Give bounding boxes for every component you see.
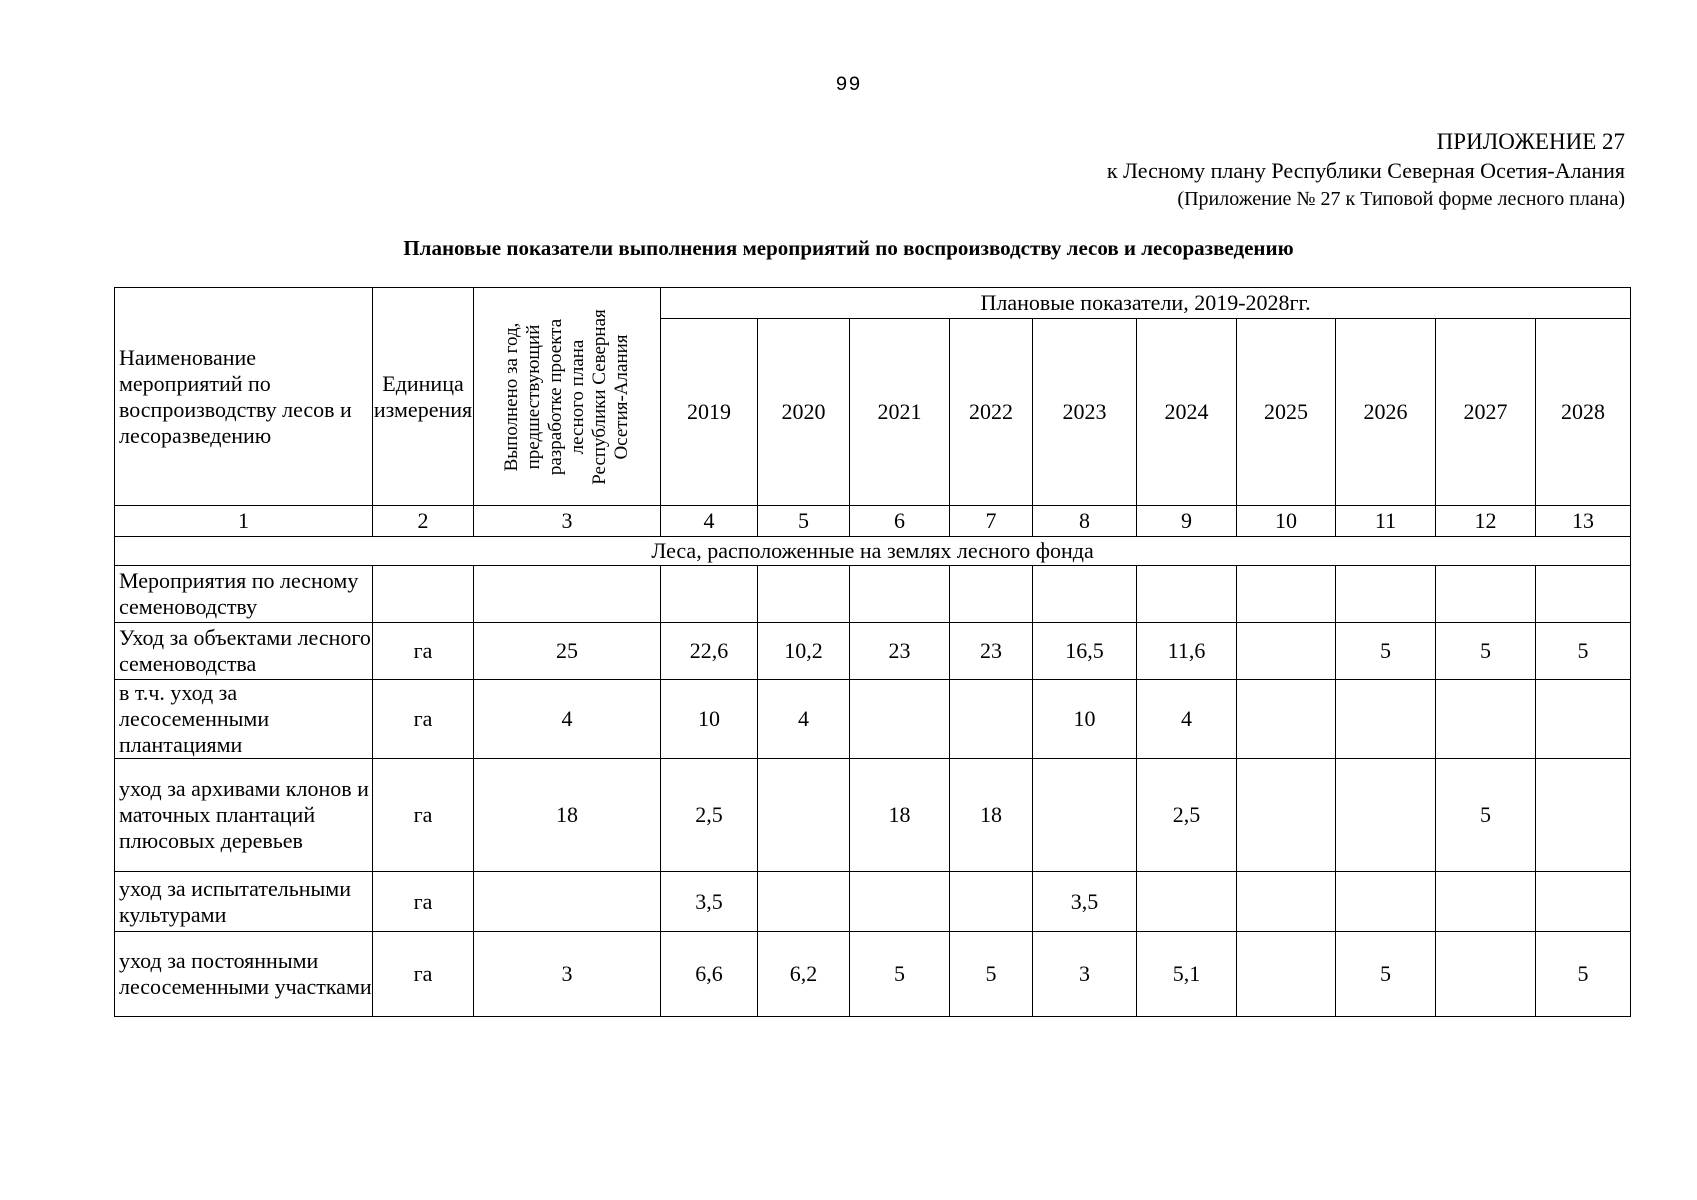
row-name: в т.ч. уход за лесосеменными плантациями bbox=[115, 680, 373, 759]
row-value bbox=[1237, 623, 1336, 680]
row-value: 4 bbox=[1137, 680, 1237, 759]
section-row bbox=[115, 537, 1631, 566]
header-year: 2022 bbox=[950, 319, 1033, 506]
row-value: 3 bbox=[1033, 932, 1137, 1017]
row-value bbox=[950, 680, 1033, 759]
row-value bbox=[1237, 680, 1336, 759]
row-value: 5 bbox=[1336, 932, 1436, 1017]
row-value: 5 bbox=[1536, 932, 1631, 1017]
row-value bbox=[1436, 566, 1536, 623]
row-value bbox=[1536, 566, 1631, 623]
column-number: 2 bbox=[373, 506, 474, 537]
table-row bbox=[115, 566, 1631, 623]
row-name: уход за архивами клонов и маточных плантаций плюсовых деревьев bbox=[115, 759, 373, 872]
row-done: 25 bbox=[474, 623, 661, 680]
column-number: 3 bbox=[474, 506, 661, 537]
row-done bbox=[474, 872, 661, 932]
row-value bbox=[1033, 566, 1137, 623]
row-value bbox=[1033, 759, 1137, 872]
row-value: 16,5 bbox=[1033, 623, 1137, 680]
row-value bbox=[1436, 932, 1536, 1017]
row-value bbox=[850, 680, 950, 759]
header-done bbox=[474, 288, 661, 506]
row-value: 2,5 bbox=[661, 759, 758, 872]
row-value: 5 bbox=[950, 932, 1033, 1017]
table-row bbox=[115, 932, 1631, 1017]
column-numbers-row bbox=[115, 506, 1631, 537]
document-title: Плановые показатели выполнения мероприятий по воспроизводству лесов и лесоразведению bbox=[403, 236, 1294, 260]
column-number: 8 bbox=[1033, 506, 1137, 537]
row-unit: га bbox=[373, 872, 474, 932]
row-value bbox=[758, 759, 850, 872]
row-value: 5 bbox=[850, 932, 950, 1017]
appendix-header bbox=[1107, 127, 1625, 214]
row-value bbox=[950, 872, 1033, 932]
row-value: 6,2 bbox=[758, 932, 850, 1017]
row-value bbox=[1536, 680, 1631, 759]
header-year: 2024 bbox=[1137, 319, 1237, 506]
header-unit: Единица измерения bbox=[373, 288, 474, 506]
row-done: 18 bbox=[474, 759, 661, 872]
header-done-box bbox=[474, 290, 660, 504]
header-year: 2023 bbox=[1033, 319, 1137, 506]
row-done: 4 bbox=[474, 680, 661, 759]
row-value: 18 bbox=[950, 759, 1033, 872]
column-number: 13 bbox=[1536, 506, 1631, 537]
table-row bbox=[115, 872, 1631, 932]
row-value bbox=[1336, 872, 1436, 932]
header-year: 2027 bbox=[1436, 319, 1536, 506]
row-value: 23 bbox=[850, 623, 950, 680]
column-number: 4 bbox=[661, 506, 758, 537]
header-year: 2025 bbox=[1237, 319, 1336, 506]
row-value: 5 bbox=[1536, 623, 1631, 680]
header-done-text: Выполнено за год, предшествующий разработке проекта лесного плана Республики Северная Осетия-Алания bbox=[501, 308, 632, 485]
row-unit bbox=[373, 566, 474, 623]
header-plan-group: Плановые показатели, 2019-2028гг. bbox=[661, 288, 1631, 319]
row-value: 18 bbox=[850, 759, 950, 872]
section-title: Леса, расположенные на землях лесного фонда bbox=[115, 537, 1631, 566]
row-value bbox=[1336, 759, 1436, 872]
row-value: 5 bbox=[1336, 623, 1436, 680]
table-row bbox=[115, 623, 1631, 680]
header-row-group bbox=[115, 288, 1631, 319]
row-value: 6,6 bbox=[661, 932, 758, 1017]
row-value: 4 bbox=[758, 680, 850, 759]
row-unit: га bbox=[373, 759, 474, 872]
plan-table bbox=[114, 287, 1631, 1017]
column-number: 5 bbox=[758, 506, 850, 537]
row-value bbox=[1536, 759, 1631, 872]
row-value: 2,5 bbox=[1137, 759, 1237, 872]
row-value bbox=[1237, 932, 1336, 1017]
row-unit: га bbox=[373, 932, 474, 1017]
row-value bbox=[1436, 680, 1536, 759]
column-number: 7 bbox=[950, 506, 1033, 537]
row-value: 10,2 bbox=[758, 623, 850, 680]
column-number: 11 bbox=[1336, 506, 1436, 537]
header-year: 2019 bbox=[661, 319, 758, 506]
row-value: 3,5 bbox=[1033, 872, 1137, 932]
row-value bbox=[661, 566, 758, 623]
row-value: 22,6 bbox=[661, 623, 758, 680]
header-year: 2021 bbox=[850, 319, 950, 506]
table-row bbox=[115, 759, 1631, 872]
row-value bbox=[850, 566, 950, 623]
row-value bbox=[1336, 566, 1436, 623]
header-year: 2020 bbox=[758, 319, 850, 506]
row-value: 3,5 bbox=[661, 872, 758, 932]
header-year: 2028 bbox=[1536, 319, 1631, 506]
row-value bbox=[1237, 759, 1336, 872]
row-name: уход за постоянными лесосеменными участками bbox=[115, 932, 373, 1017]
row-value bbox=[758, 566, 850, 623]
row-value: 11,6 bbox=[1137, 623, 1237, 680]
row-value bbox=[758, 872, 850, 932]
row-unit: га bbox=[373, 623, 474, 680]
row-value: 10 bbox=[661, 680, 758, 759]
row-value bbox=[1436, 872, 1536, 932]
appendix-reference: (Приложение № 27 к Типовой форме лесного плана) bbox=[1177, 188, 1625, 210]
row-value bbox=[1536, 872, 1631, 932]
row-value bbox=[1237, 566, 1336, 623]
header-name: Наименование мероприятий по воспроизводству лесов и лесоразведению bbox=[115, 288, 373, 506]
header-year: 2026 bbox=[1336, 319, 1436, 506]
row-name: уход за испытательными культурами bbox=[115, 872, 373, 932]
column-number: 6 bbox=[850, 506, 950, 537]
page-number: 99 bbox=[835, 74, 862, 97]
table-row bbox=[115, 680, 1631, 759]
column-number: 1 bbox=[115, 506, 373, 537]
appendix-subtitle: к Лесному плану Республики Северная Осетия-Алания bbox=[1106, 158, 1625, 183]
column-number: 9 bbox=[1137, 506, 1237, 537]
row-value bbox=[1137, 566, 1237, 623]
row-value bbox=[1336, 680, 1436, 759]
row-unit: га bbox=[373, 680, 474, 759]
column-number: 10 bbox=[1237, 506, 1336, 537]
appendix-title: ПРИЛОЖЕНИЕ 27 bbox=[1436, 129, 1625, 154]
row-value: 23 bbox=[950, 623, 1033, 680]
row-value: 10 bbox=[1033, 680, 1137, 759]
column-number: 12 bbox=[1436, 506, 1536, 537]
row-done: 3 bbox=[474, 932, 661, 1017]
row-value bbox=[1137, 872, 1237, 932]
row-name: Уход за объектами лесного семеноводства bbox=[115, 623, 373, 680]
row-value: 5 bbox=[1436, 759, 1536, 872]
row-done bbox=[474, 566, 661, 623]
row-value bbox=[950, 566, 1033, 623]
row-value bbox=[850, 872, 950, 932]
row-name: Мероприятия по лесному семеноводству bbox=[115, 566, 373, 623]
row-value: 5 bbox=[1436, 623, 1536, 680]
row-value bbox=[1237, 872, 1336, 932]
row-value: 5,1 bbox=[1137, 932, 1237, 1017]
